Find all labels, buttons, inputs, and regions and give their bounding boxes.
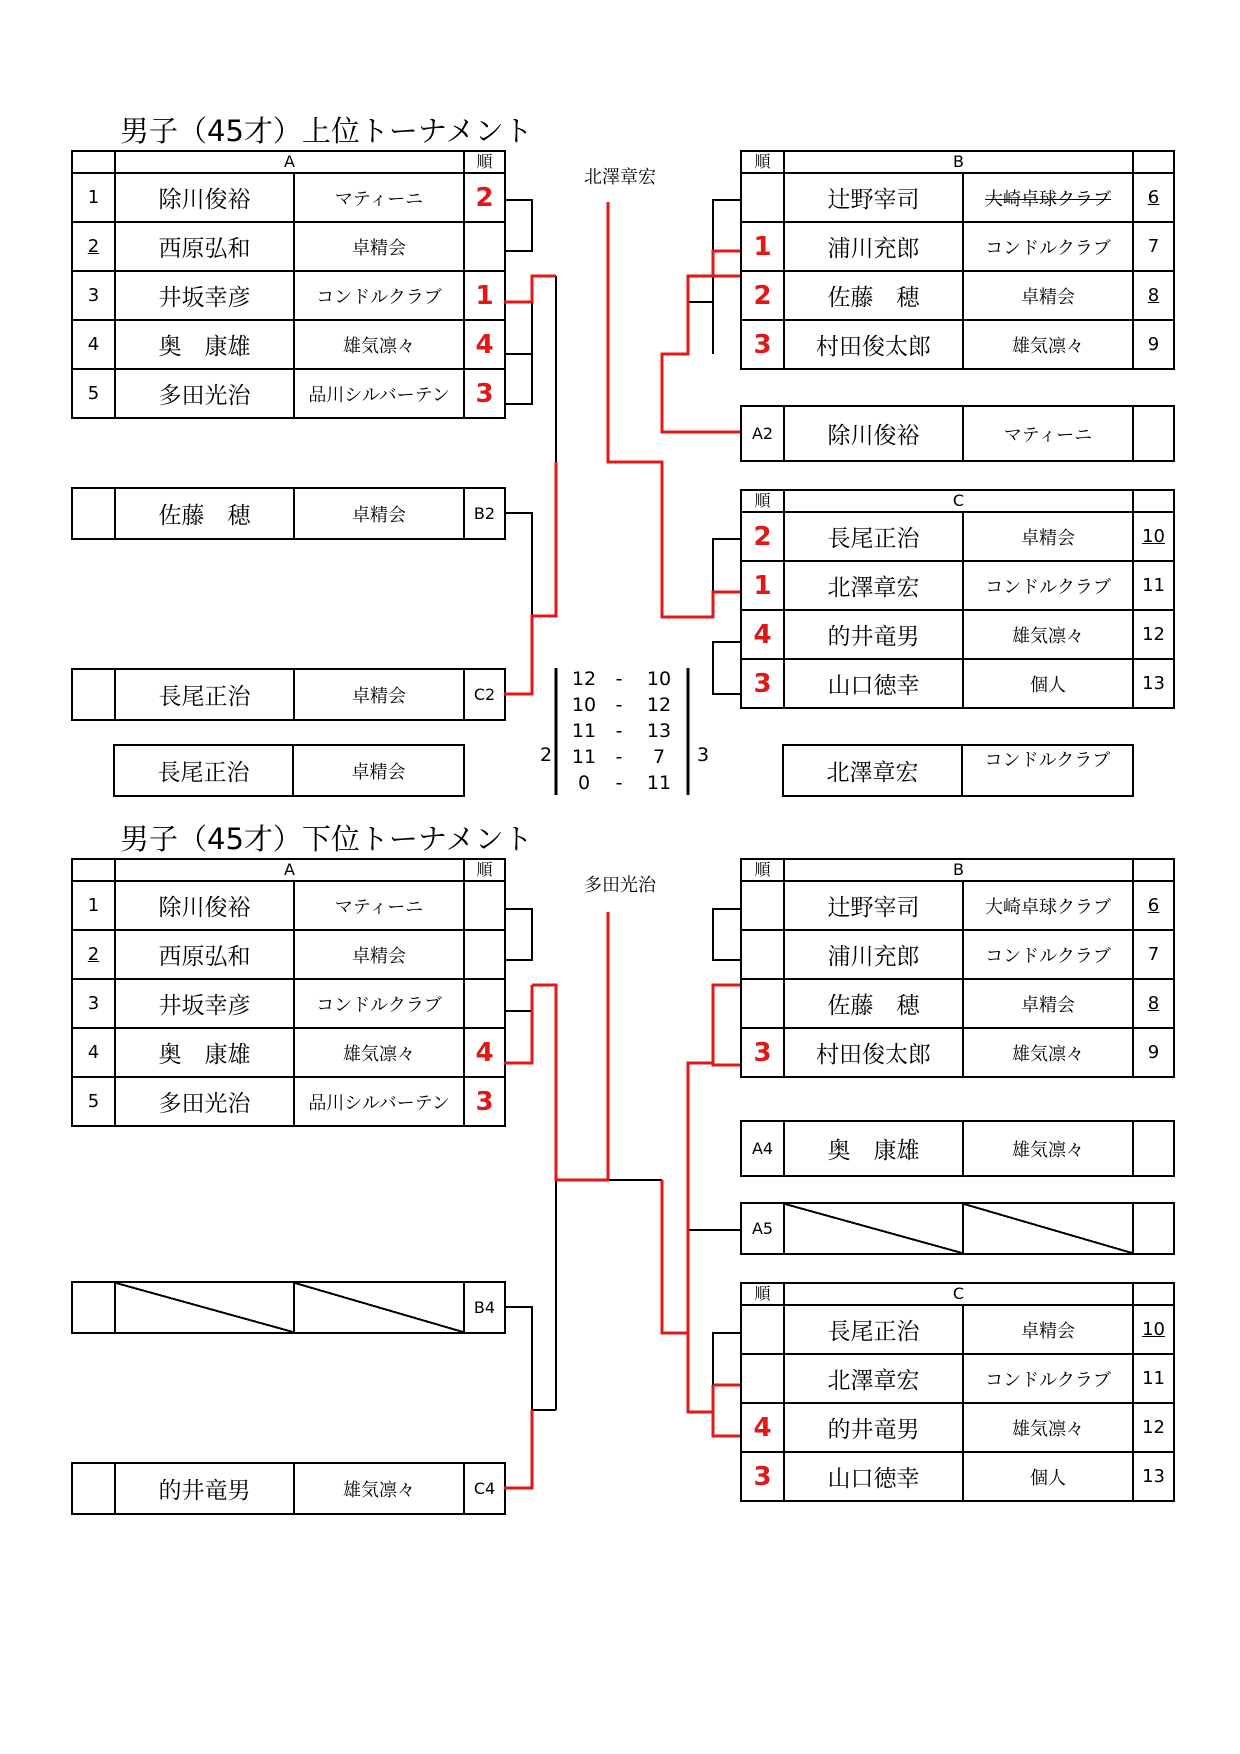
lower-title: 男子（45才）下位トーナメント bbox=[120, 822, 533, 856]
player-number: 5 bbox=[72, 369, 115, 418]
slot-label: A4 bbox=[741, 1121, 784, 1176]
player-rank: 1 bbox=[741, 222, 784, 271]
group-header: A bbox=[115, 859, 464, 881]
score-row: 11 - 7 bbox=[571, 746, 666, 768]
final-right-club: コンドルクラブ bbox=[962, 745, 1133, 796]
upper-bracket-black bbox=[504, 200, 740, 694]
player-name: 村田俊太郎 bbox=[784, 320, 963, 369]
player-club: マティーニ bbox=[294, 173, 464, 222]
player-name: 山口徳幸 bbox=[784, 659, 963, 708]
player-club: 卓精会 bbox=[963, 1305, 1133, 1354]
player-name: 的井竜男 bbox=[784, 610, 963, 659]
slot-label: C4 bbox=[464, 1463, 505, 1514]
slot-label: C2 bbox=[464, 669, 505, 720]
player-name: 井坂幸彦 bbox=[115, 979, 294, 1028]
player-name: 除川俊裕 bbox=[115, 881, 294, 930]
final-right-name: 北澤章宏 bbox=[783, 745, 962, 796]
group-header: A bbox=[115, 151, 464, 173]
player-number: 8 bbox=[1133, 271, 1174, 320]
player-number: 7 bbox=[1133, 222, 1174, 271]
player-number: 2 bbox=[72, 930, 115, 979]
player-name: 井坂幸彦 bbox=[115, 271, 294, 320]
rank-header: 順 bbox=[741, 151, 784, 173]
rank-header: 順 bbox=[741, 1283, 784, 1305]
rank-header: 順 bbox=[741, 490, 784, 512]
player-rank: 4 bbox=[464, 1028, 505, 1077]
player-name: 佐藤 穂 bbox=[784, 271, 963, 320]
player-club: コンドルクラブ bbox=[963, 930, 1133, 979]
player-club: 卓精会 bbox=[294, 930, 464, 979]
slot-name: 奥 康雄 bbox=[784, 1121, 963, 1176]
slot-name: 佐藤 穂 bbox=[115, 488, 294, 539]
player-name: 浦川充郎 bbox=[784, 930, 963, 979]
slot-club: マティーニ bbox=[963, 406, 1133, 461]
lower-bracket-black bbox=[504, 909, 740, 1436]
upper-title: 男子（45才）上位トーナメント bbox=[120, 114, 533, 148]
player-number: 7 bbox=[1133, 930, 1174, 979]
player-number: 11 bbox=[1133, 561, 1174, 610]
final-left-sets: 2 bbox=[540, 744, 553, 766]
slot-label: B2 bbox=[464, 488, 505, 539]
player-name: 浦川充郎 bbox=[784, 222, 963, 271]
player-club: 卓精会 bbox=[963, 512, 1133, 561]
group-header: B bbox=[784, 859, 1133, 881]
player-number: 3 bbox=[72, 271, 115, 320]
score-row: 10 - 12 bbox=[571, 694, 672, 716]
player-rank: 3 bbox=[464, 1077, 505, 1126]
player-rank: 4 bbox=[741, 610, 784, 659]
player-rank: 3 bbox=[741, 659, 784, 708]
player-number: 13 bbox=[1133, 1452, 1174, 1501]
player-club: マティーニ bbox=[294, 881, 464, 930]
slot-label: A5 bbox=[741, 1203, 784, 1254]
player-club: 卓精会 bbox=[963, 979, 1133, 1028]
final-left-name: 長尾正治 bbox=[114, 745, 293, 796]
player-number: 9 bbox=[1133, 320, 1174, 369]
player-number: 3 bbox=[72, 979, 115, 1028]
rank-header: 順 bbox=[741, 859, 784, 881]
player-number: 1 bbox=[72, 881, 115, 930]
player-club: 大崎卓球クラブ bbox=[963, 881, 1133, 930]
player-rank: 2 bbox=[464, 173, 505, 222]
player-number: 5 bbox=[72, 1077, 115, 1126]
group-header: C bbox=[784, 490, 1133, 512]
slot-label: B4 bbox=[464, 1282, 505, 1333]
player-club: 大崎卓球クラブ bbox=[963, 173, 1133, 222]
player-club: 卓精会 bbox=[963, 271, 1133, 320]
player-name: 多田光治 bbox=[115, 369, 294, 418]
player-club: 雄気凛々 bbox=[963, 1403, 1133, 1452]
player-club: コンドルクラブ bbox=[963, 1354, 1133, 1403]
slot-club: 卓精会 bbox=[294, 669, 464, 720]
player-name: 山口徳幸 bbox=[784, 1452, 963, 1501]
player-rank: 1 bbox=[464, 271, 505, 320]
player-club: 雄気凛々 bbox=[294, 320, 464, 369]
player-rank: 1 bbox=[741, 561, 784, 610]
player-name: 西原弘和 bbox=[115, 930, 294, 979]
player-club: コンドルクラブ bbox=[294, 271, 464, 320]
player-number: 6 bbox=[1133, 173, 1174, 222]
player-name: 長尾正治 bbox=[784, 512, 963, 561]
player-name: 村田俊太郎 bbox=[784, 1028, 963, 1077]
final-right-sets: 3 bbox=[697, 744, 710, 766]
player-number: 13 bbox=[1133, 659, 1174, 708]
slot-label: A2 bbox=[741, 406, 784, 461]
player-club: 個人 bbox=[963, 659, 1133, 708]
player-rank: 2 bbox=[741, 271, 784, 320]
player-rank: 3 bbox=[464, 369, 505, 418]
player-club: 雄気凛々 bbox=[963, 320, 1133, 369]
score-row: 12 - 10 bbox=[571, 668, 672, 690]
slot-club: 雄気凛々 bbox=[294, 1463, 464, 1514]
group-header: B bbox=[784, 151, 1133, 173]
player-number: 10 bbox=[1133, 512, 1174, 561]
slot-name: 長尾正治 bbox=[115, 669, 294, 720]
lower-bracket-red bbox=[504, 912, 740, 1488]
slot-name: 除川俊裕 bbox=[784, 406, 963, 461]
player-club: コンドルクラブ bbox=[294, 979, 464, 1028]
rank-header: 順 bbox=[464, 151, 505, 173]
player-club: 卓精会 bbox=[294, 222, 464, 271]
player-name: 北澤章宏 bbox=[784, 561, 963, 610]
player-rank: 3 bbox=[741, 1028, 784, 1077]
player-club: 雄気凛々 bbox=[963, 1028, 1133, 1077]
player-name: 辻野宰司 bbox=[784, 881, 963, 930]
player-club: コンドルクラブ bbox=[963, 222, 1133, 271]
group-header: C bbox=[784, 1283, 1133, 1305]
upper-winner: 北澤章宏 bbox=[584, 167, 656, 188]
player-rank: 3 bbox=[741, 1452, 784, 1501]
player-name: 佐藤 穂 bbox=[784, 979, 963, 1028]
player-club: 個人 bbox=[963, 1452, 1133, 1501]
slot-club: 雄気凛々 bbox=[963, 1121, 1133, 1176]
player-name: 北澤章宏 bbox=[784, 1354, 963, 1403]
player-name: 除川俊裕 bbox=[115, 173, 294, 222]
player-club: 雄気凛々 bbox=[963, 610, 1133, 659]
score-bars bbox=[556, 668, 688, 795]
slot-club: 卓精会 bbox=[294, 488, 464, 539]
player-rank: 3 bbox=[741, 320, 784, 369]
player-name: 奥 康雄 bbox=[115, 320, 294, 369]
player-rank: 2 bbox=[741, 512, 784, 561]
player-number: 8 bbox=[1133, 979, 1174, 1028]
player-club: コンドルクラブ bbox=[963, 561, 1133, 610]
final-left-club: 卓精会 bbox=[293, 745, 464, 796]
player-number: 4 bbox=[72, 320, 115, 369]
rank-header: 順 bbox=[464, 859, 505, 881]
lower-winner: 多田光治 bbox=[584, 875, 656, 896]
player-number: 1 bbox=[72, 173, 115, 222]
player-number: 6 bbox=[1133, 881, 1174, 930]
player-name: 的井竜男 bbox=[784, 1403, 963, 1452]
player-number: 12 bbox=[1133, 610, 1174, 659]
player-rank: 4 bbox=[741, 1403, 784, 1452]
player-club: 品川シルバーテン bbox=[294, 1077, 464, 1126]
player-rank: 4 bbox=[464, 320, 505, 369]
player-name: 奥 康雄 bbox=[115, 1028, 294, 1077]
slot-name: 的井竜男 bbox=[115, 1463, 294, 1514]
player-number: 11 bbox=[1133, 1354, 1174, 1403]
player-name: 多田光治 bbox=[115, 1077, 294, 1126]
player-name: 辻野宰司 bbox=[784, 173, 963, 222]
player-number: 4 bbox=[72, 1028, 115, 1077]
score-row: 11 - 13 bbox=[571, 720, 672, 742]
player-number: 9 bbox=[1133, 1028, 1174, 1077]
player-number: 12 bbox=[1133, 1403, 1174, 1452]
player-club: 雄気凛々 bbox=[294, 1028, 464, 1077]
upper-bracket-red bbox=[504, 202, 740, 694]
player-name: 西原弘和 bbox=[115, 222, 294, 271]
player-club: 品川シルバーテン bbox=[294, 369, 464, 418]
player-number: 2 bbox=[72, 222, 115, 271]
player-number: 10 bbox=[1133, 1305, 1174, 1354]
score-row: 0 - 11 bbox=[577, 772, 672, 794]
player-name: 長尾正治 bbox=[784, 1305, 963, 1354]
